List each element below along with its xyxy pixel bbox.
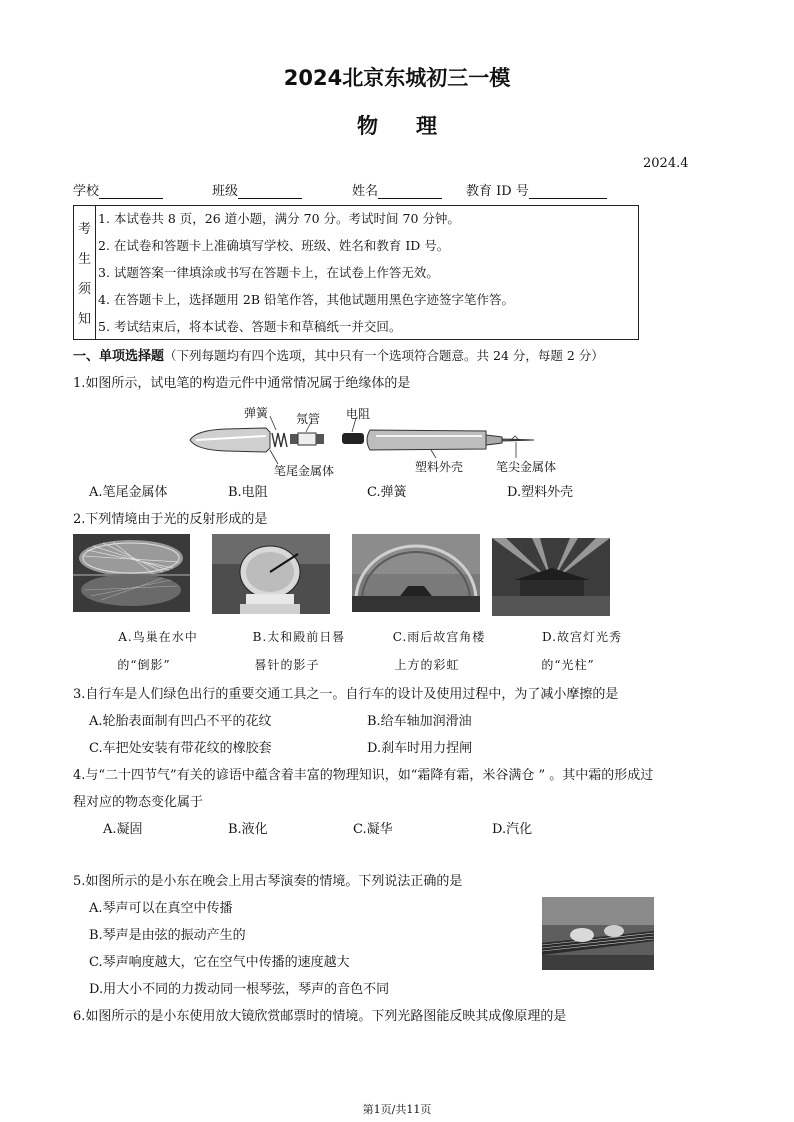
notice-line: 1. 本试卷共 8 页，26 道小题，满分 70 分。考试时间 70 分钟。 (98, 211, 460, 226)
q5-option-b[interactable]: B.琴声是由弦的振动产生的 (89, 928, 246, 943)
class-blank[interactable] (238, 186, 302, 199)
photo-guqin-performance (542, 897, 654, 970)
school-blank[interactable] (99, 186, 163, 199)
section-heading-note: （下列每题均有四个选项，其中只有一个选项符合题意。共 24 分，每题 2 分） (164, 348, 604, 363)
notice-line: 3. 试题答案一律填涂或书写在答题卡上，在试卷上作答无效。 (98, 265, 439, 280)
q3-option-a[interactable]: A.轮胎表面制有凹凸不平的花纹 (89, 714, 272, 729)
photo-palace-light-show (492, 538, 610, 616)
q4-stem-line1: 4.与“二十四节气”有关的谚语中蕴含着丰富的物理知识，如“霜降有霜，米谷满仓 ” 。其中霜的形成过 (73, 768, 654, 783)
name-blank[interactable] (378, 186, 442, 199)
label-tail-metal: 笔尾金属体 (274, 464, 335, 478)
q4-stem-line2: 程对应的物态变化属于 (73, 795, 204, 810)
label-plastic-shell: 塑料外壳 (415, 460, 464, 474)
q5-option-a[interactable]: A.琴声可以在真空中传播 (89, 901, 233, 916)
q4-option-a[interactable]: A.凝固 (103, 822, 143, 837)
exam-date: 2024.4 (643, 156, 689, 171)
notice-label-char: 须 (77, 282, 91, 298)
photo-rainbow-corner-tower (352, 534, 480, 612)
school-field (73, 180, 163, 199)
edu-id-field (466, 180, 607, 199)
q5-option-d[interactable]: D.用大小不同的力拨动同一根琴弦，琴声的音色不同 (89, 982, 390, 997)
name-field (352, 180, 442, 199)
q2-caption-d-line2: 的“光柱” (541, 658, 595, 672)
q4-option-b[interactable]: B.液化 (228, 822, 268, 837)
q1-stem: 1.如图所示，试电笔的构造元件中通常情况属于绝缘体的是 (73, 376, 411, 391)
page-footer: 第1页/共11页 (362, 1103, 432, 1116)
notice-line: 5. 考试结束后，将本试卷、答题卡和草稿纸一并交回。 (98, 319, 402, 334)
q2-caption-a-line2: 的“倒影” (117, 658, 171, 672)
class-label: 班级 (212, 184, 239, 199)
q4-option-d[interactable]: D.汽化 (492, 822, 533, 837)
q2-caption-b-line1[interactable]: B.太和殿前日晷 (252, 630, 346, 644)
q2-caption-a-line1[interactable]: A.鸟巢在水中 (118, 630, 198, 644)
section-heading (73, 345, 604, 364)
q2-caption-c-line1[interactable]: C.雨后故宫角楼 (392, 630, 486, 644)
guqin-image (542, 897, 654, 970)
q5-stem: 5.如图所示的是小东在晚会上用古琴演奏的情境。下列说法正确的是 (73, 874, 463, 889)
edu-id-blank[interactable] (529, 186, 607, 199)
rainbow-image (352, 534, 480, 612)
q3-option-b[interactable]: B.给车轴加润滑油 (367, 714, 472, 729)
sundial-image (212, 534, 330, 614)
q2-caption-d-line1[interactable]: D.故宫灯光秀 (541, 630, 622, 644)
notice-line: 2. 在试卷和答题卡上准确填写学校、班级、姓名和教育 ID 号。 (98, 238, 450, 253)
name-label: 姓名 (352, 184, 379, 199)
edu-id-label: 教育 ID 号 (466, 184, 529, 199)
section-heading-bold: 一、单项选择题 (73, 349, 165, 364)
label-tip-metal: 笔尖金属体 (496, 460, 557, 474)
notice-label-char: 生 (77, 251, 91, 267)
q1-option-a[interactable]: A.笔尾金属体 (89, 485, 168, 500)
class-field (212, 180, 302, 199)
notice-label-char: 考 (77, 221, 91, 237)
school-label: 学校 (73, 184, 100, 199)
light-show-image (492, 538, 610, 616)
subject-title: 物理 (357, 114, 475, 138)
label-neon-tube: 氖管 (296, 412, 321, 426)
photo-sundial (212, 534, 330, 614)
label-spring: 弹簧 (244, 406, 269, 420)
test-pen-figure (186, 400, 566, 478)
q2-stem: 2.下列情境由于光的反射形成的是 (73, 512, 268, 527)
q3-option-d[interactable]: D.刹车时用力捏闸 (367, 741, 473, 756)
q3-option-c[interactable]: C.车把处安装有带花纹的橡胶套 (89, 741, 272, 756)
notice-label (74, 206, 96, 339)
exam-title: 2024北京东城初三一模 (283, 66, 511, 90)
q5-option-c[interactable]: C.琴声响度越大，它在空气中传播的速度越大 (89, 955, 350, 970)
q1-option-c[interactable]: C.弹簧 (367, 485, 407, 500)
q1-option-d[interactable]: D.塑料外壳 (507, 485, 574, 500)
birds-nest-image (73, 534, 190, 612)
q6-stem: 6.如图所示的是小东使用放大镜欣赏邮票时的情境。下列光路图能反映其成像原理的是 (73, 1009, 567, 1024)
q3-stem: 3.自行车是人们绿色出行的重要交通工具之一。自行车的设计及使用过程中，为了减小摩擦的是 (73, 687, 619, 702)
q1-option-b[interactable]: B.电阻 (228, 485, 268, 500)
q2-caption-c-line2: 上方的彩虹 (394, 658, 460, 672)
photo-birds-nest-reflection (73, 534, 190, 612)
q4-option-c[interactable]: C.凝华 (353, 822, 393, 837)
exam-notice-box (73, 205, 639, 340)
notice-label-char: 知 (77, 312, 91, 328)
label-resistor: 电阻 (346, 407, 371, 421)
notice-line: 4. 在答题卡上，选择题用 2B 铅笔作答，其他试题用黑色字迹签字笔作答。 (98, 292, 514, 307)
q2-caption-b-line2: 晷针的影子 (254, 658, 320, 672)
